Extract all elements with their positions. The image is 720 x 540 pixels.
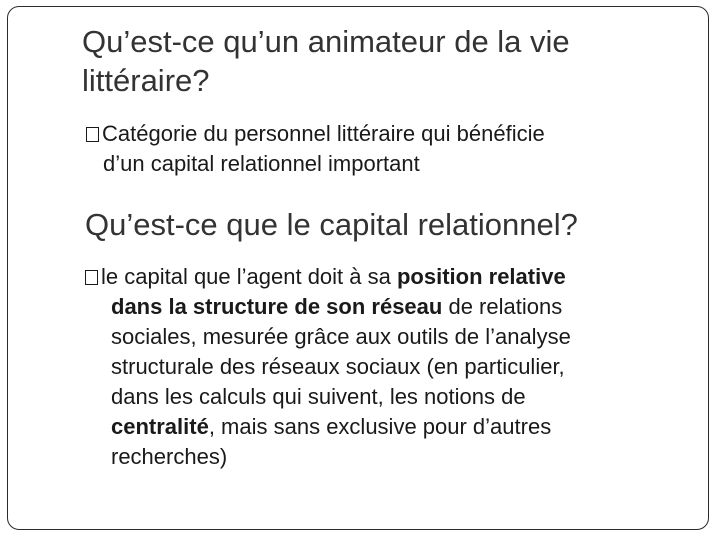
bold-text: dans la structure de son réseau: [111, 294, 443, 319]
bullet-marker-icon: [86, 127, 99, 142]
bold-text: position relative: [396, 264, 566, 289]
bullet-line: structurale des réseaux sociaux (en particulier,: [111, 354, 565, 379]
bullet-definition: [86, 119, 686, 179]
bullet-line: sociales, mesurée grâce aux outils de l’analyse: [111, 324, 571, 349]
bullet-text: Catégorie du personnel littéraire qui bénéficie: [102, 121, 545, 146]
slide-title: Qu’est-ce qu’un animateur de la vie littéraire?: [82, 24, 570, 98]
bullet-line: [85, 412, 675, 442]
bullet-line: [85, 292, 675, 322]
section-heading: Qu’est-ce que le capital relationnel?: [85, 207, 578, 242]
bullet-line: d’un capital relationnel important: [103, 151, 420, 176]
bullet-capital-definition: [85, 262, 675, 472]
bold-text: centralité: [111, 414, 209, 439]
bullet-line: dans les calculs qui suivent, les notions de: [111, 384, 526, 409]
bullet-marker-icon: [85, 270, 98, 285]
bullet-line: [86, 119, 686, 149]
bullet-text: , mais sans exclusive pour d’autres: [208, 414, 552, 439]
bullet-text: le capital que l’agent doit à sa: [101, 264, 397, 289]
bullet-line: [85, 262, 675, 292]
bullet-line: recherches): [111, 444, 228, 469]
bullet-text: de relations: [442, 294, 563, 319]
